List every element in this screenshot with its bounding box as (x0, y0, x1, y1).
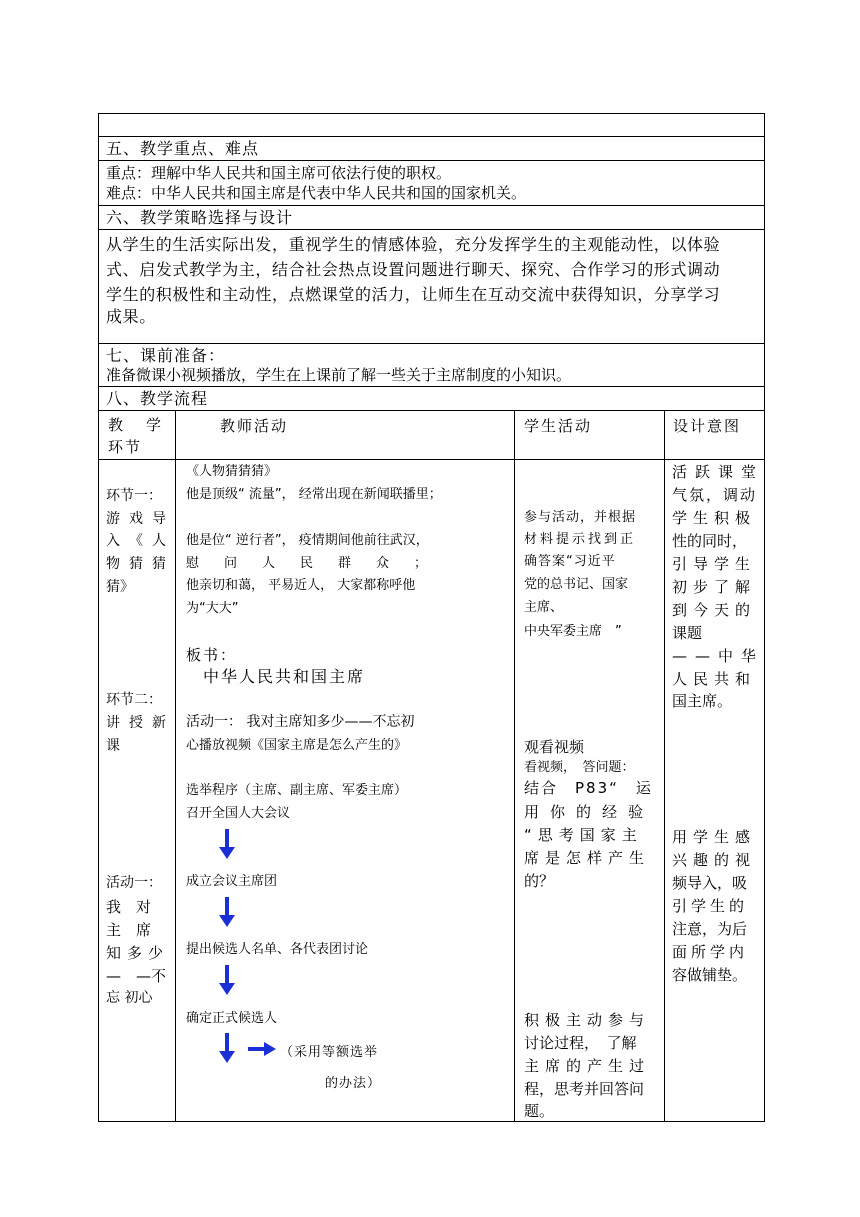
section-6-line: 学生的积极性和主动性，点燃课堂的活力，让师生在互动交流中获得知识，分享学习 (106, 285, 721, 304)
section-5-title: 五、教学重点、难点 (106, 139, 260, 158)
section-7-title: 七、课前准备： (106, 346, 226, 365)
column-divider (664, 410, 665, 1122)
arrow-down-icon (215, 1033, 239, 1063)
board-label: 板书： (186, 646, 238, 664)
stage2-line: 环节二： (106, 692, 162, 708)
student-activity-line: 看视频， 答问题： (524, 760, 635, 775)
stage1-line: 猜》 (106, 579, 134, 595)
game-clue: 他是位“ 逆行者”， 疫情期间他前往武汉， (186, 533, 429, 548)
activity1-line: 我 对 (106, 898, 152, 916)
row-divider (98, 343, 765, 344)
section-6-line: 成果。 (106, 307, 156, 326)
row-divider (98, 136, 765, 137)
activity1-line: 活动一： (106, 875, 162, 891)
flow-step: 召开全国人大会议 (186, 806, 291, 821)
design-intent-line: 课题 (672, 624, 703, 642)
header-student-activity: 学生活动 (524, 417, 593, 435)
election-note: 的办法） (325, 1076, 382, 1091)
game-clue: 他亲切和蔼， 平易近人， 大家都称呼他 (186, 578, 416, 593)
design-intent-line: 学生积极 (672, 509, 757, 527)
stage1-line: 物猜猜 (106, 556, 175, 572)
table-border-left (98, 113, 99, 1122)
activity1-line: — —不 (106, 967, 167, 985)
design-intent-line: 国主席。 (672, 692, 733, 710)
board-content: 中华人民共和国主席 (203, 667, 366, 686)
arrow-down-icon (215, 829, 239, 859)
design-intent-line: 注意，为后 (672, 920, 748, 938)
activity1-line: 忘 初心 (106, 990, 153, 1006)
row-divider (98, 386, 765, 387)
student-activity-line: 的？ (524, 872, 555, 890)
header-stage-line1: 教 学 (108, 416, 166, 434)
student-activity-line: 结合 P83“ 运 (524, 779, 653, 797)
arrow-right-icon (248, 1042, 276, 1056)
row-divider (98, 160, 765, 161)
student-activity-line: 材料提示找到正 (524, 532, 637, 547)
arrow-down-icon (215, 897, 239, 927)
election-note: （采用等额选举 (280, 1045, 379, 1060)
game-clue: 他是顶级“ 流量”， 经常出现在新闻联播里； (186, 487, 442, 502)
student-activity-line: 讨论过程， 了解 (524, 1034, 637, 1052)
section-5-key-point: 重点：理解中华人民共和国主席可依法行使的职权。 (106, 164, 452, 182)
student-activity-line: 程，思考并回答问 (524, 1080, 645, 1098)
section-6-line: 从学生的生活实际出发，重视学生的情感体验，充分发挥学生的主观能动性，以体验 (106, 235, 721, 254)
section-6-line: 式、启发式教学为主，结合社会热点设置问题进行聊天、探究、合作学习的形式调动 (106, 260, 721, 279)
design-intent-line: 引导学生 (672, 555, 757, 573)
table-border-right (764, 113, 765, 1122)
student-activity-line: 题。 (524, 1102, 555, 1120)
stage1-line: 游戏导 (106, 511, 175, 527)
section-5-difficulty: 难点：中华人民共和国主席是代表中华人民共和国的国家机关。 (106, 184, 527, 202)
student-activity-line: 积极主动参与 (524, 1011, 651, 1029)
game-clue: 为“大大” (186, 601, 239, 616)
game-clue: 慰 问 人 民 群 众 ； (186, 556, 434, 571)
stage2-line: 讲授新 (106, 715, 175, 731)
arrow-down-icon (215, 965, 239, 995)
section-6-title: 六、教学策略选择与设计 (106, 208, 294, 227)
election-procedure: 选举程序（主席、副主席、军委主席） (186, 783, 408, 798)
design-intent-line: ——中华 (672, 647, 765, 665)
student-activity-line: 用你的经验 (524, 803, 655, 821)
student-activity-line: 主席的产生过 (524, 1057, 651, 1075)
student-activity-line: 观看视频 (524, 738, 585, 756)
activity1-intro: 活动一： 我对主席知多少——不忘初 (186, 714, 415, 730)
design-intent-line: 气氛，调动 (672, 486, 758, 504)
activity1-line: 知多少 (106, 944, 170, 962)
section-7-content: 准备微课小视频播放，学生在上课前了解一些关于主席制度的小知识。 (106, 366, 572, 384)
design-intent-line: 活跃课堂 (672, 463, 765, 481)
design-intent-line: 到今天的 (672, 601, 757, 619)
column-divider (175, 410, 176, 1122)
design-intent-line: 容做铺垫。 (672, 966, 748, 984)
game-title: 《人物猜猜猜》 (186, 464, 278, 479)
flow-step: 提出候选人名单、各代表团讨论 (186, 942, 369, 957)
row-divider (98, 205, 765, 206)
flow-step: 确定正式候选人 (186, 1011, 278, 1026)
design-intent-line: 面所学内 (672, 943, 749, 961)
column-divider (514, 410, 515, 1122)
row-divider (98, 229, 765, 230)
header-stage-line2: 环节 (108, 438, 143, 456)
header-teacher-activity: 教师活动 (220, 417, 289, 435)
design-intent-line: 引学生的 (672, 897, 749, 915)
activity1-video: 心播放视频《国家主席是怎么产生的》 (186, 738, 408, 753)
student-activity-line: 确答案“习近平 (524, 554, 616, 569)
stage2-line: 课 (106, 738, 120, 754)
section-8-title: 八、教学流程 (106, 389, 209, 408)
student-activity-line: 主席、 (524, 600, 564, 615)
design-intent-line: 频导入，吸 (672, 874, 748, 892)
design-intent-line: 用学生感 (672, 828, 757, 846)
activity1-line: 主 席 (106, 921, 152, 939)
student-activity-line: 中央军委主席 ” (524, 624, 622, 639)
student-activity-line: 参与活动，并根据 (524, 510, 637, 525)
design-intent-line: 初步了解 (672, 578, 757, 596)
stage1-line: 环节一： (106, 488, 162, 504)
table-border-top (98, 113, 765, 114)
flow-step: 成立会议主席团 (186, 874, 278, 889)
design-intent-line: 人民共和 (672, 670, 757, 688)
student-activity-line: 席是怎样产生 (524, 849, 651, 867)
student-activity-line: “思考国家主 (524, 826, 643, 844)
header-design-intent: 设计意图 (673, 417, 742, 435)
stage1-line: 入《人 (106, 533, 175, 549)
design-intent-line: 兴趣的视 (672, 851, 757, 869)
design-intent-line: 性的同时， (672, 532, 748, 550)
student-activity-line: 党的总书记、国家 (524, 577, 629, 592)
